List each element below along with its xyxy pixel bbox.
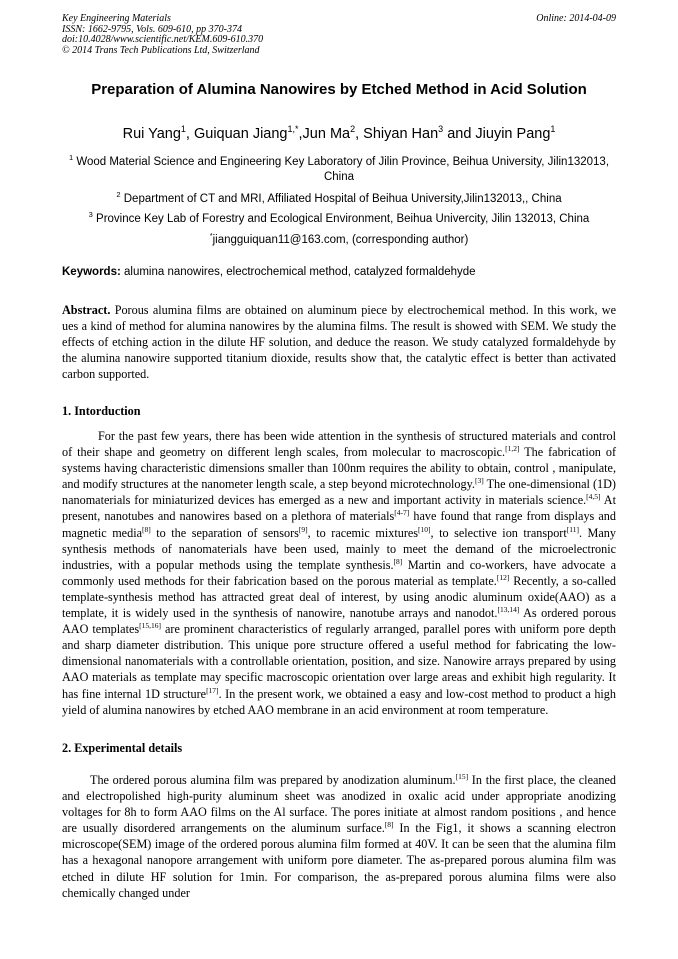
citation: [10] (418, 524, 431, 534)
citation: [12] (496, 572, 510, 582)
abstract-text: Porous alumina films are obtained on aluminum piece by electrochemical method. In this work, we ues a kind of method for alumina nanowires by the alumina films. The result is showed with SEM. We study the effects of etching action in the dilute HF solution, and deduce the reason. We study catalyzed formaldehyde by the alumina nanowire supported titanium dioxide, results show that, the catalytic effect is better than activated carbon supported. (62, 303, 616, 382)
author-sup: 1 (180, 124, 186, 135)
affiliation-text: Wood Material Science and Engineering Key Laboratory of Jilin Province, Beihua University, Jilin132013, China (73, 156, 610, 183)
author-name: Rui Yang (122, 126, 181, 142)
citation: [3] (474, 476, 484, 486)
keywords-label: Keywords: (62, 266, 121, 278)
citation: [11] (566, 524, 579, 534)
section-1-heading: 1. Intorduction (62, 404, 141, 418)
para-text: , to selective ion transport (430, 525, 567, 540)
para-text: are prominent characteristics of regularly arranged, parallel pores with uniform pore depth and sharp diameter distribution. This unique pore structure offered a useful method for fabricating the low-dimensional nanomaterials with a controllable orientation, position, and size. Nanowire arrays prepared by using AAO materials as template may specific macroscopic orientation over large areas and exhibit high regularity. It has fine internal 1D structure (62, 622, 616, 701)
citation: [4,5] (586, 492, 601, 502)
affiliation-sup: 3 (88, 210, 93, 220)
author-sup: 2 (350, 124, 356, 135)
author-name: , Guiquan Jiang (185, 126, 288, 142)
keywords-line (62, 266, 616, 278)
citation: [4-7] (394, 508, 410, 518)
author-list (30, 126, 648, 142)
author-sup: 3 (438, 124, 444, 135)
citation: [8] (393, 556, 403, 566)
para-text: The ordered porous alumina film was prepared by anodization aluminum. (90, 773, 456, 787)
affiliation-sup: 2 (116, 190, 121, 200)
experimental-paragraph (62, 772, 616, 901)
citation: [9] (298, 524, 308, 534)
email-sup: * (209, 231, 213, 241)
journal-header (62, 14, 263, 56)
para-text: In the Fig1, it shows a scanning electron microscope(SEM) image of the ordered porous alumina film formed at 40V. It can be seen that the alumina film has a hexagonal nanopore arrangement with uniform pore diameter. The as-prepared porous alumina film was etched in dilute HF solution for 1min. For comparison, the as-prepared porous alumina films were also chemically changed under (62, 821, 616, 900)
affiliation-3 (62, 212, 616, 227)
abstract (62, 302, 616, 382)
email-text: jiangguiquan11@163.com, (corresponding author) (212, 234, 469, 246)
citation: [1,2] (505, 444, 520, 454)
online-date: Online: 2014-04-09 (536, 13, 616, 24)
para-text: For the past few years, there has been wide attention in the synthesis of structured materials and control of their shape and geometry on different lengh scales, from molecular to macroscopic. (62, 429, 616, 460)
para-text: to the separation of sensors (150, 525, 299, 540)
author-name: , Shiyan Han (355, 126, 439, 142)
para-text: , to racemic mixtures (307, 525, 419, 540)
issn-line: ISSN: 1662-9795, Vols. 609-610, pp 370-374 (62, 23, 242, 35)
para-text: In the first place, the cleaned and electropolished high-purity aluminum sheet was anodized in oxalic acid under appropriate anodizing voltages for 8h to form AAO films on the Al surface. The pores initiate at almost random positions , and hence are usually disordered arrangements on the aluminum surface. (62, 773, 616, 836)
copyright-line: © 2014 Trans Tech Publications Ltd, Switzerland (62, 44, 260, 56)
para-text: Martin and co-workers, have advocate a commonly used methods for their fabrication based on the porous material as template. (62, 557, 616, 588)
affiliation-text: Department of CT and MRI, Affiliated Hospital of Beihua University,Jilin132013,, China (120, 193, 562, 205)
para-text: Recently, a so-called template-synthesis method has attracted great deal of interest, by using anodic aluminum oxide(AAO) as a template, it is widely used in the synthesis of nanowire, nanotube arrays and nanodot. (62, 573, 616, 621)
para-text: The one-dimensional (1D) nanomaterials for miniaturized devices has emerged as a new and important activity in materials science. (62, 477, 616, 508)
author-name: and Jiuyin Pang (443, 126, 551, 142)
doi-line: doi:10.4028/www.scientific.net/KEM.609-610.370 (62, 34, 264, 45)
para-text: have found that range from displays and magnetic media (62, 509, 616, 540)
citation: [13,14] (497, 604, 520, 614)
introduction-paragraph (62, 428, 616, 718)
journal-name: Key Engineering Materials (62, 13, 171, 24)
author-sup: 1,* (287, 124, 299, 135)
corresponding-email (62, 233, 616, 248)
citation: [15] (455, 771, 469, 781)
citation: [15,16] (139, 621, 161, 631)
para-text: . In the present work, we obtained a easy and low-cost method to product a high yield of alumina nanowires by etched AAO membrane in an acid environment at room temperature. (62, 686, 616, 717)
citation: [8] (141, 524, 151, 534)
section-2-heading: 2. Experimental details (62, 741, 183, 755)
keywords-text: alumina nanowires, electrochemical method, catalyzed formaldehyde (120, 266, 476, 278)
affiliation-2 (62, 192, 616, 207)
para-text: The fabrication of systems having characteristic dimensions smaller than 100nm requires the ability to obtain, control , manipulate, and modify structures at the nanometer length scale, a step beyond microtechnology. (62, 445, 617, 492)
abstract-label: Abstract. (62, 303, 111, 317)
author-name: ,Jun Ma (298, 126, 351, 142)
paper-title: Preparation of Alumina Nanowires by Etched Method in Acid Solution (91, 81, 587, 98)
citation: [17] (206, 685, 219, 695)
affiliation-text: Province Key Lab of Forestry and Ecological Environment, Beihua Univercity, Jilin 132013, China (92, 213, 590, 225)
para-text: At present, nanotubes and nanowires based on a plethora of materials (62, 493, 616, 524)
affiliation-1 (62, 155, 616, 185)
citation: [8] (384, 820, 394, 830)
para-text: . Many synthesis methods of nanomaterials have been used, mainly to meet the demand of the microelectronic industries, with a popular methods using the template synthesis. (62, 525, 616, 572)
author-sup: 1 (550, 124, 556, 135)
affiliation-sup: 1 (68, 153, 74, 163)
para-text: As ordered porous AAO templates (62, 606, 616, 637)
